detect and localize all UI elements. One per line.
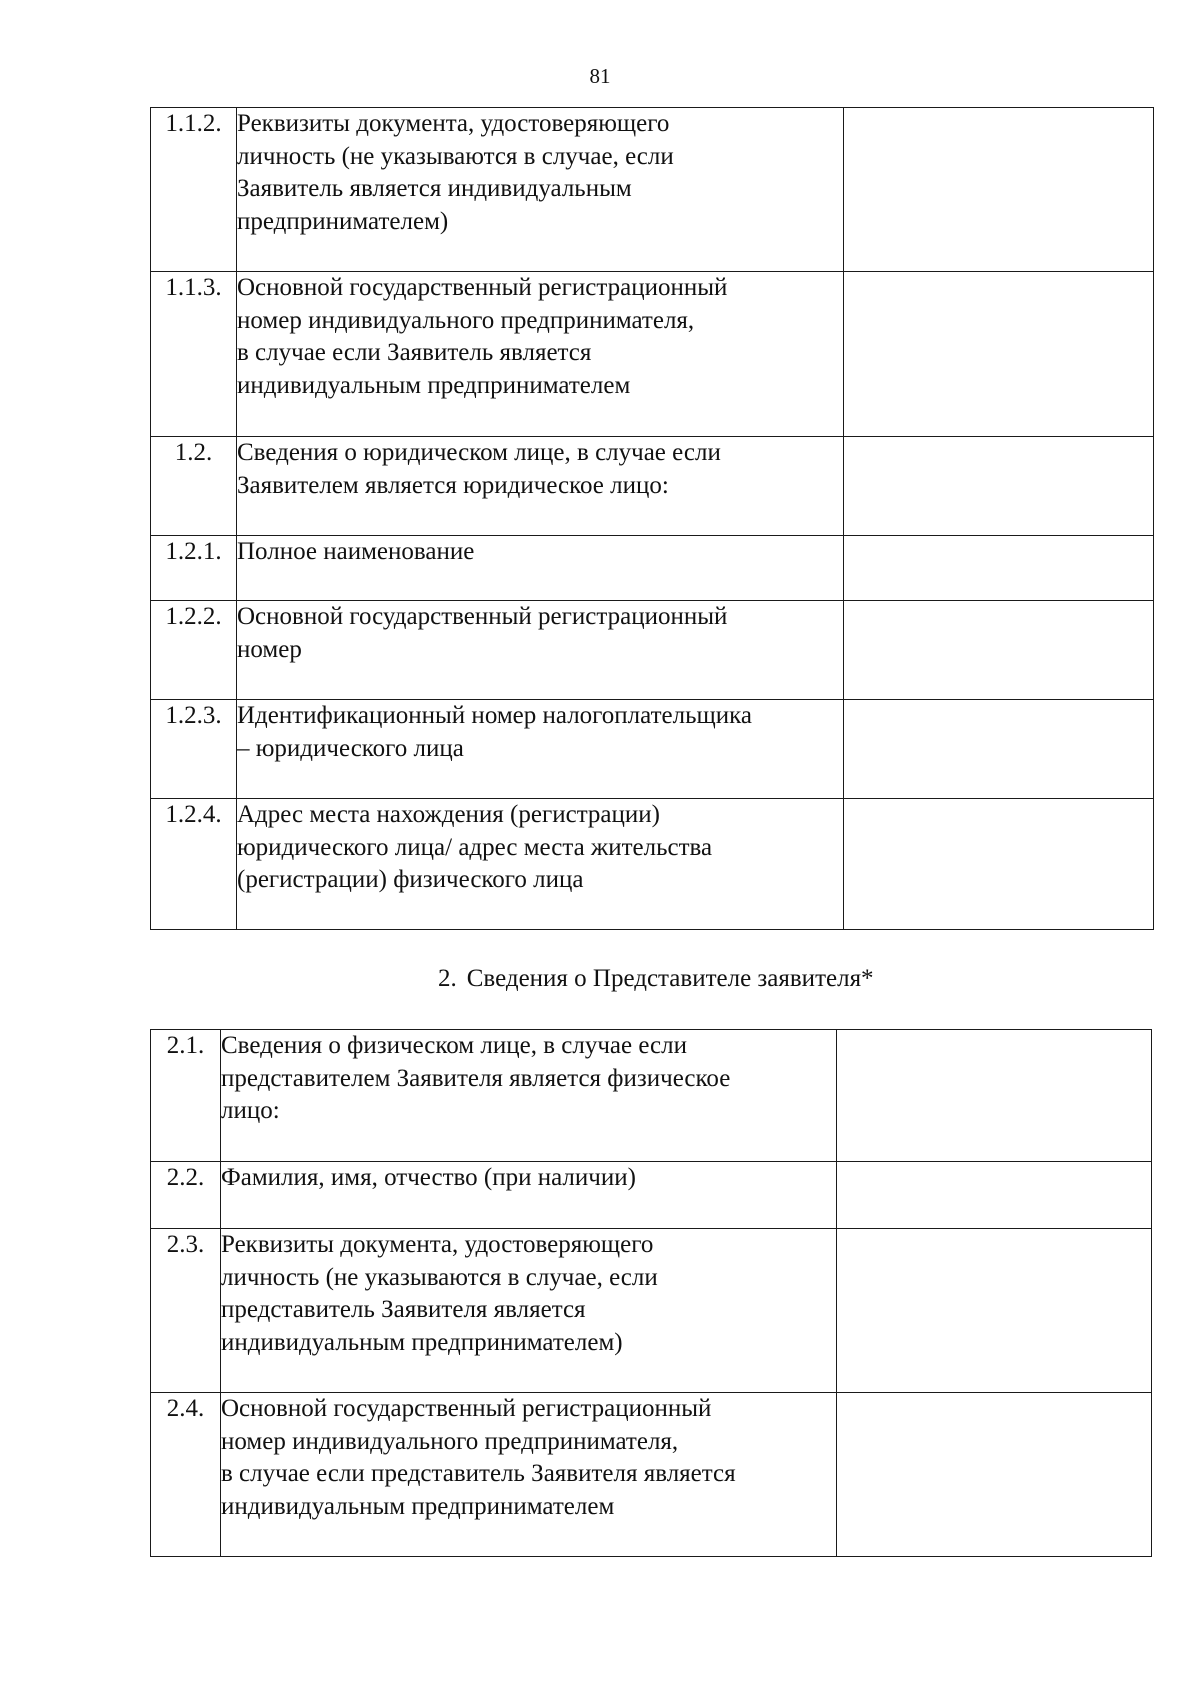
row-description	[237, 437, 844, 536]
table-row	[151, 536, 1154, 601]
row-value-field[interactable]	[844, 601, 1154, 700]
description-line: Фамилия, имя, отчество (при наличии)	[221, 1164, 636, 1191]
description-line: лицо:	[221, 1097, 280, 1124]
description-line: индивидуальным предпринимателем)	[221, 1328, 623, 1356]
row-value-field[interactable]	[844, 799, 1154, 930]
row-value-field[interactable]	[844, 437, 1154, 536]
row-value-field[interactable]	[844, 272, 1154, 437]
row-description	[221, 1393, 837, 1557]
description-line: Основной государственный регистрационный	[221, 1395, 712, 1422]
description-line: Основной государственный регистрационный	[237, 603, 728, 630]
row-description	[237, 601, 844, 700]
description-line: Адрес места нахождения (регистрации)	[237, 801, 660, 828]
row-value-field[interactable]	[837, 1162, 1152, 1229]
description-line: Реквизиты документа, удостоверяющего	[237, 110, 670, 137]
description-line: юридического лица/ адрес места жительства	[237, 833, 713, 861]
description-line: номер индивидуального предпринимателя,	[237, 306, 695, 334]
row-number: 1.2.4.	[151, 799, 237, 930]
description-line: Заявителем является юридическое лицо:	[237, 471, 669, 499]
description-line: Основной государственный регистрационный	[237, 274, 728, 301]
row-number: 2.4.	[151, 1393, 221, 1557]
row-description	[237, 536, 844, 601]
row-description	[221, 1229, 837, 1393]
description-line: в случае если представитель Заявителя является	[221, 1460, 736, 1487]
row-value-field[interactable]	[837, 1229, 1152, 1393]
row-number: 2.2.	[151, 1162, 221, 1229]
row-description	[237, 799, 844, 930]
description-line: предпринимателем)	[237, 207, 449, 235]
row-number: 1.2.	[151, 437, 237, 536]
section-title: Сведения о Представителе заявителя*	[466, 965, 874, 992]
table-row	[151, 1229, 1152, 1393]
row-description	[237, 108, 844, 272]
row-number: 1.2.3.	[151, 700, 237, 799]
row-value-field[interactable]	[837, 1030, 1152, 1162]
table-row	[151, 437, 1154, 536]
row-number: 1.2.2.	[151, 601, 237, 700]
row-value-field[interactable]	[844, 108, 1154, 272]
table-row	[151, 700, 1154, 799]
description-line: представителем Заявителя является физическое	[221, 1064, 731, 1092]
description-line: личность (не указываются в случае, если	[237, 142, 674, 170]
description-line: (регистрации) физического лица	[237, 866, 584, 893]
row-value-field[interactable]	[837, 1393, 1152, 1557]
row-description	[221, 1162, 837, 1229]
row-description	[237, 272, 844, 437]
description-line: индивидуальным предпринимателем	[221, 1492, 615, 1520]
row-description	[237, 700, 844, 799]
description-line: представитель Заявителя является	[221, 1296, 586, 1323]
row-number: 2.1.	[151, 1030, 221, 1162]
description-line: Сведения о юридическом лице, в случае если	[237, 439, 721, 466]
applicant-details-table	[150, 107, 1154, 930]
description-line: – юридического лица	[237, 734, 464, 762]
row-value-field[interactable]	[844, 700, 1154, 799]
description-line: номер индивидуального предпринимателя,	[221, 1427, 679, 1455]
description-line: Идентификационный номер налогоплательщика	[237, 702, 753, 729]
table-row	[151, 108, 1154, 272]
table-row	[151, 1030, 1152, 1162]
description-line: индивидуальным предпринимателем	[237, 371, 631, 399]
table-row	[151, 601, 1154, 700]
applicant-details-table-body	[151, 108, 1154, 930]
row-number: 1.1.3.	[151, 272, 237, 437]
table-row	[151, 799, 1154, 930]
row-number: 2.3.	[151, 1229, 221, 1393]
row-number: 1.1.2.	[151, 108, 237, 272]
representative-details-table	[150, 1029, 1152, 1557]
table-row	[151, 272, 1154, 437]
description-line: номер	[237, 635, 302, 663]
section-number: 2.	[438, 965, 457, 992]
description-line: в случае если Заявитель является	[237, 339, 592, 366]
row-value-field[interactable]	[844, 536, 1154, 601]
description-line: Полное наименование	[237, 538, 475, 565]
table-row	[151, 1162, 1152, 1229]
description-line: Заявитель является индивидуальным	[237, 175, 632, 202]
row-description	[221, 1030, 837, 1162]
description-line: личность (не указываются в случае, если	[221, 1263, 658, 1291]
row-number: 1.2.1.	[151, 536, 237, 601]
table-row	[151, 1393, 1152, 1557]
representative-details-table-body	[151, 1030, 1152, 1557]
section-heading-representative	[438, 963, 874, 995]
description-line: Сведения о физическом лице, в случае если	[221, 1032, 688, 1059]
description-line: Реквизиты документа, удостоверяющего	[221, 1231, 654, 1258]
page-number: 81	[589, 64, 611, 88]
